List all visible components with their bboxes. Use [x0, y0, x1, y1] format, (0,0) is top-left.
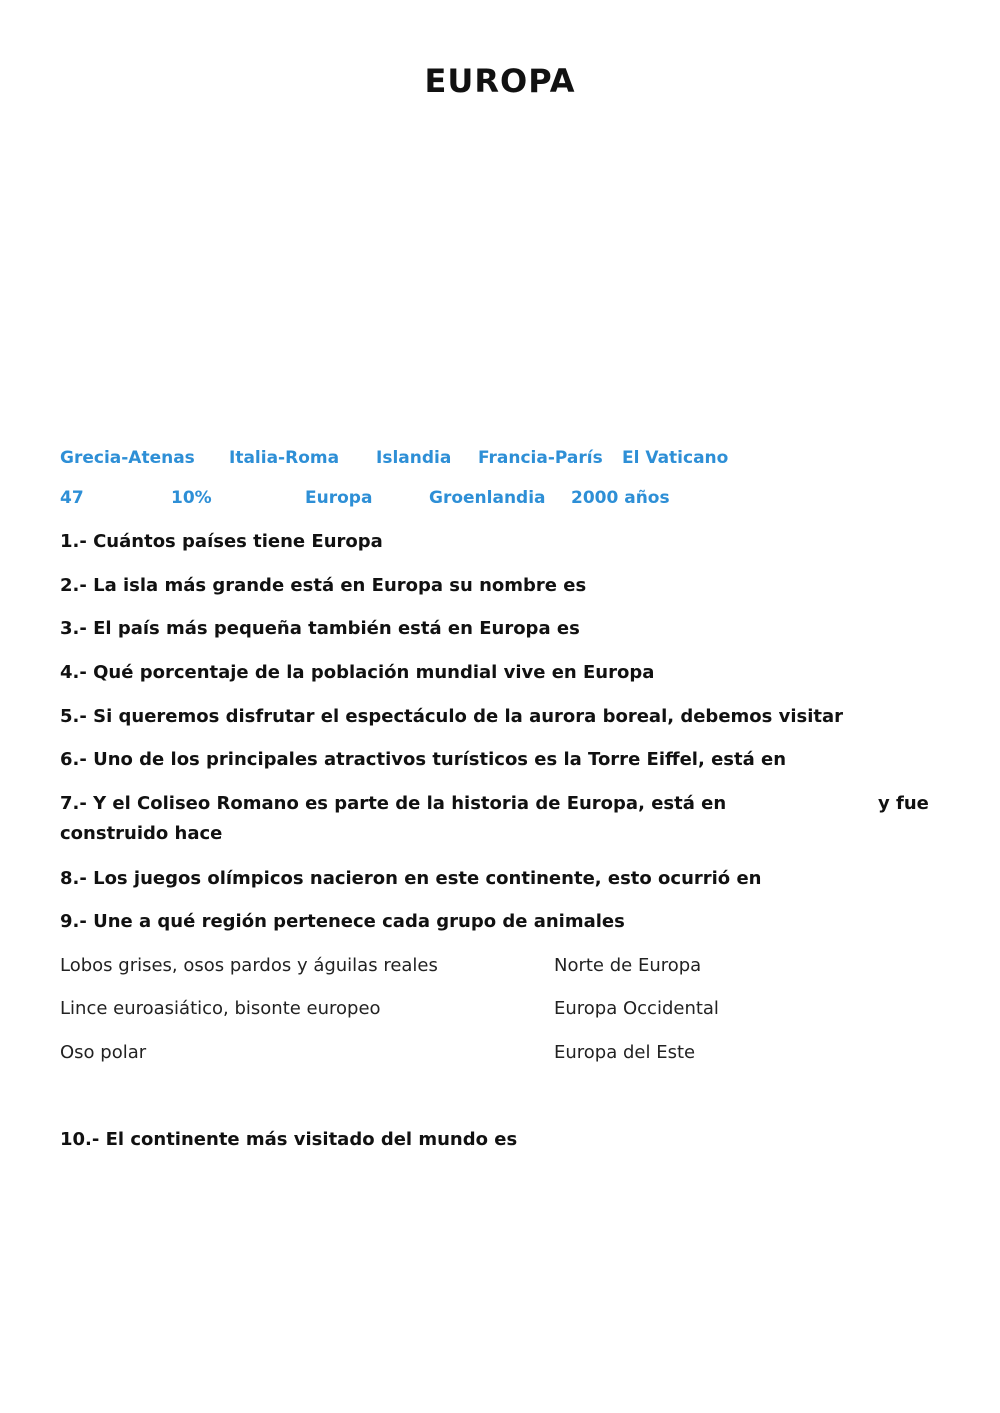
- word-bank-item[interactable]: El Vaticano: [622, 448, 729, 468]
- page-title: EUROPA: [424, 62, 576, 100]
- word-bank-item[interactable]: 2000 años: [571, 488, 670, 508]
- question-3: 3.- El país más pequeña también está en Europa es: [60, 618, 580, 639]
- matching-animal-item[interactable]: Oso polar: [60, 1042, 147, 1063]
- question-5: 5.- Si queremos disfrutar el espectáculo de la aurora boreal, debemos visitar: [60, 706, 844, 727]
- question-4: 4.- Qué porcentaje de la población mundial vive en Europa: [60, 662, 655, 683]
- question-10: 10.- El continente más visitado del mundo es: [60, 1129, 518, 1150]
- question-9: 9.- Une a qué región pertenece cada grupo de animales: [60, 911, 625, 932]
- matching-region-item[interactable]: Europa del Este: [554, 1042, 696, 1063]
- question-8: 8.- Los juegos olímpicos nacieron en este continente, esto ocurrió en: [60, 868, 762, 889]
- word-bank-item[interactable]: Francia-París: [478, 448, 603, 468]
- question-6: 6.- Uno de los principales atractivos turísticos es la Torre Eiffel, está en: [60, 749, 787, 770]
- word-bank-item[interactable]: Europa: [305, 488, 373, 508]
- word-bank-item[interactable]: Islandia: [376, 448, 452, 468]
- word-bank-item[interactable]: Italia-Roma: [229, 448, 340, 468]
- question-7-continuation: construido hace: [60, 823, 223, 844]
- question-7: 7.- Y el Coliseo Romano es parte de la historia de Europa, está en: [60, 793, 727, 814]
- matching-region-item[interactable]: Europa Occidental: [554, 998, 719, 1019]
- word-bank-item[interactable]: Grecia-Atenas: [60, 448, 195, 468]
- matching-animal-item[interactable]: Lobos grises, osos pardos y águilas reales: [60, 955, 438, 976]
- word-bank-item[interactable]: Groenlandia: [429, 488, 546, 508]
- word-bank-item[interactable]: 47: [60, 488, 84, 508]
- question-1: 1.- Cuántos países tiene Europa: [60, 531, 383, 552]
- matching-region-item[interactable]: Norte de Europa: [554, 955, 702, 976]
- question-2: 2.- La isla más grande está en Europa su nombre es: [60, 575, 587, 596]
- word-bank-item[interactable]: 10%: [171, 488, 212, 508]
- matching-animal-item[interactable]: Lince euroasiático, bisonte europeo: [60, 998, 381, 1019]
- question-7-tail: y fue: [878, 793, 929, 814]
